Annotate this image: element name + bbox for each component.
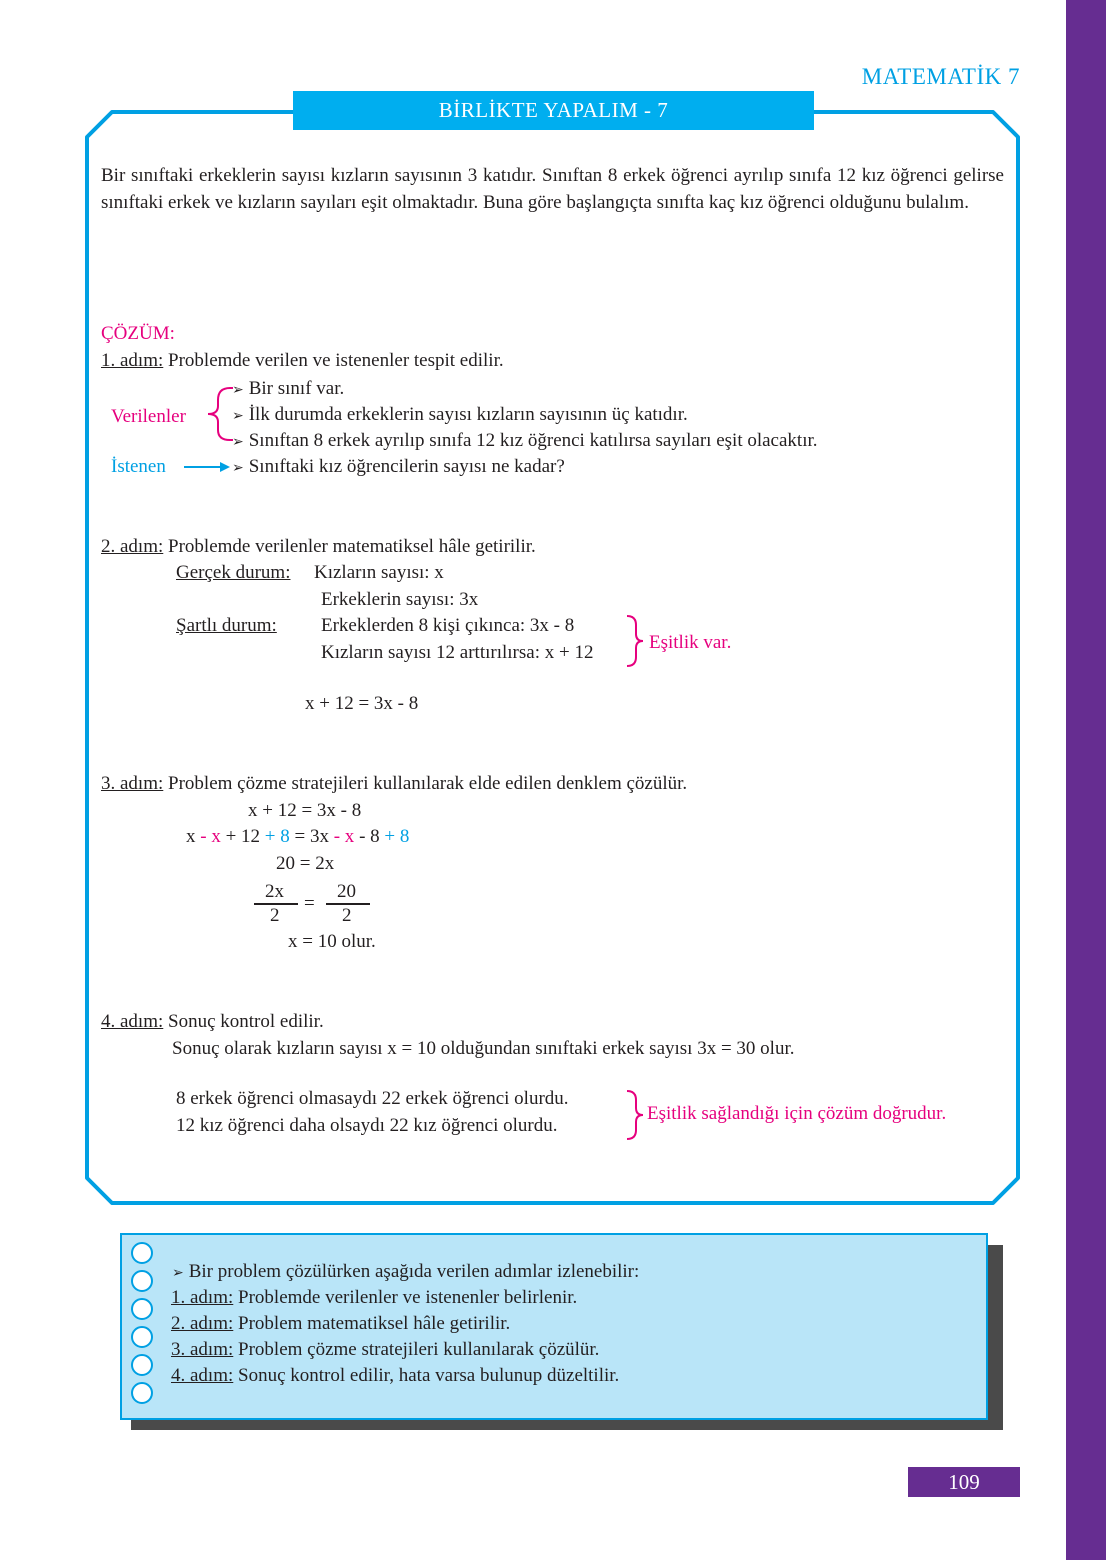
arrowhead-bullet-icon: ➢ (232, 435, 244, 450)
conditional-case-line: Kızların sayısı 12 arttırılırsa: x + 12 (321, 642, 594, 663)
binder-ring-icon (131, 1382, 153, 1404)
equation-line: x - x + 12 + 8 = 3x - x - 8 + 8 (186, 826, 410, 847)
solution-heading: ÇÖZÜM: (101, 323, 175, 344)
equation-result: x = 10 olur. (288, 931, 376, 952)
step1-label: 1. adım: (101, 350, 164, 371)
summary-item: 4. adım: Sonuç kontrol edilir, hata varsa bulunup düzeltilir. (171, 1365, 620, 1386)
step4-line (101, 1011, 324, 1033)
equation-line: 20 = 2x (276, 853, 335, 874)
check-brace (624, 1088, 646, 1142)
fraction-right-denominator: 2 (342, 905, 352, 926)
step4-label: 4. adım: (101, 1011, 164, 1032)
check-line: 12 kız öğrenci daha olsaydı 22 kız öğrenci olurdu. (176, 1115, 558, 1136)
equality-note: Eşitlik var. (649, 632, 732, 653)
equation-line: x + 12 = 3x - 8 (248, 800, 362, 821)
binder-ring-icon (131, 1354, 153, 1376)
arrowhead-bullet-icon: ➢ (232, 409, 244, 424)
problem-statement: Bir sınıftaki erkeklerin sayısı kızların sayısının 3 katıdır. Sınıftan 8 erkek öğrenci ayrılıp sınıfa 12 kız öğrenci gelirse sınıftaki erkek ve kızların sayıları eşit olmaktadır. Buna göre başlangıçta sınıfta kaç kız öğrenci olduğunu bulalım. (101, 165, 1004, 213)
step4-text: Sonuç kontrol edilir. (163, 1011, 324, 1032)
given-label: Verilenler (111, 406, 186, 427)
step3-label: 3. adım: (101, 773, 164, 794)
real-case-label: Gerçek durum: (176, 562, 291, 583)
real-case-line: Kızların sayısı: x (314, 562, 444, 583)
page-number: 109 (908, 1467, 1020, 1497)
step3-text: Problem çözme stratejileri kullanılarak elde edilen denklem çözülür. (163, 773, 688, 794)
check-line: 8 erkek öğrenci olmasaydı 22 erkek öğrenci olurdu. (176, 1088, 569, 1109)
fraction-right-numerator: 20 (337, 881, 356, 902)
binder-ring-icon (131, 1326, 153, 1348)
arrowhead-bullet-icon: ➢ (232, 461, 244, 476)
step4-sentence: Sonuç olarak kızların sayısı x = 10 olduğundan sınıftaki erkek sayısı 3x = 30 olur. (172, 1038, 795, 1059)
given-item: ➢ Bir sınıf var. (232, 378, 345, 399)
fraction-left-denominator: 2 (270, 905, 280, 926)
check-note: Eşitlik sağlandığı için çözüm doğrudur. (647, 1103, 947, 1124)
step1-line (101, 350, 504, 372)
binder-ring-icon (131, 1242, 153, 1264)
summary-item: 3. adım: Problem çözme stratejileri kullanılarak çözülür. (171, 1339, 600, 1360)
conditional-case-line: Erkeklerden 8 kişi çıkınca: 3x - 8 (321, 615, 575, 636)
fraction-equals: = (304, 893, 315, 914)
step2-line (101, 536, 536, 558)
binder-ring-icon (131, 1270, 153, 1292)
wanted-label: İstenen (111, 456, 166, 477)
step1-text: Problemde verilen ve istenenler tespit edilir. (163, 350, 504, 371)
arrowhead-bullet-icon: ➢ (232, 383, 244, 398)
summary-item: 2. adım: Problem matematiksel hâle getirilir. (171, 1313, 511, 1334)
subject-header: MATEMATİK 7 (861, 64, 1020, 89)
summary-item: 1. adım: Problemde verilenler ve istenenler belirlenir. (171, 1287, 578, 1308)
given-item: ➢ Sınıftan 8 erkek ayrılıp sınıfa 12 kız öğrenci katılırsa sayıları eşit olacaktır. (232, 430, 818, 451)
step3-line (101, 773, 687, 795)
arrow-right-icon (184, 459, 232, 475)
binder-ring-icon (131, 1298, 153, 1320)
step2-equation: x + 12 = 3x - 8 (305, 693, 419, 714)
step2-text: Problemde verilenler matematiksel hâle getirilir. (163, 536, 536, 557)
given-item: ➢ İlk durumda erkeklerin sayısı kızların sayısının üç katıdır. (232, 404, 688, 425)
wanted-item: ➢ Sınıftaki kız öğrencilerin sayısı ne kadar? (232, 456, 565, 477)
fraction-left-numerator: 2x (265, 881, 284, 902)
equality-brace (624, 613, 646, 669)
activity-title: BİRLİKTE YAPALIM - 7 (293, 91, 814, 130)
real-case-line: Erkeklerin sayısı: 3x (321, 589, 479, 610)
given-brace (202, 380, 236, 448)
step2-label: 2. adım: (101, 536, 164, 557)
arrowhead-bullet-icon: ➢ (172, 1266, 184, 1281)
summary-intro: ➢ Bir problem çözülürken aşağıda verilen adımlar izlenebilir: (172, 1261, 640, 1282)
conditional-case-label: Şartlı durum: (176, 615, 277, 636)
